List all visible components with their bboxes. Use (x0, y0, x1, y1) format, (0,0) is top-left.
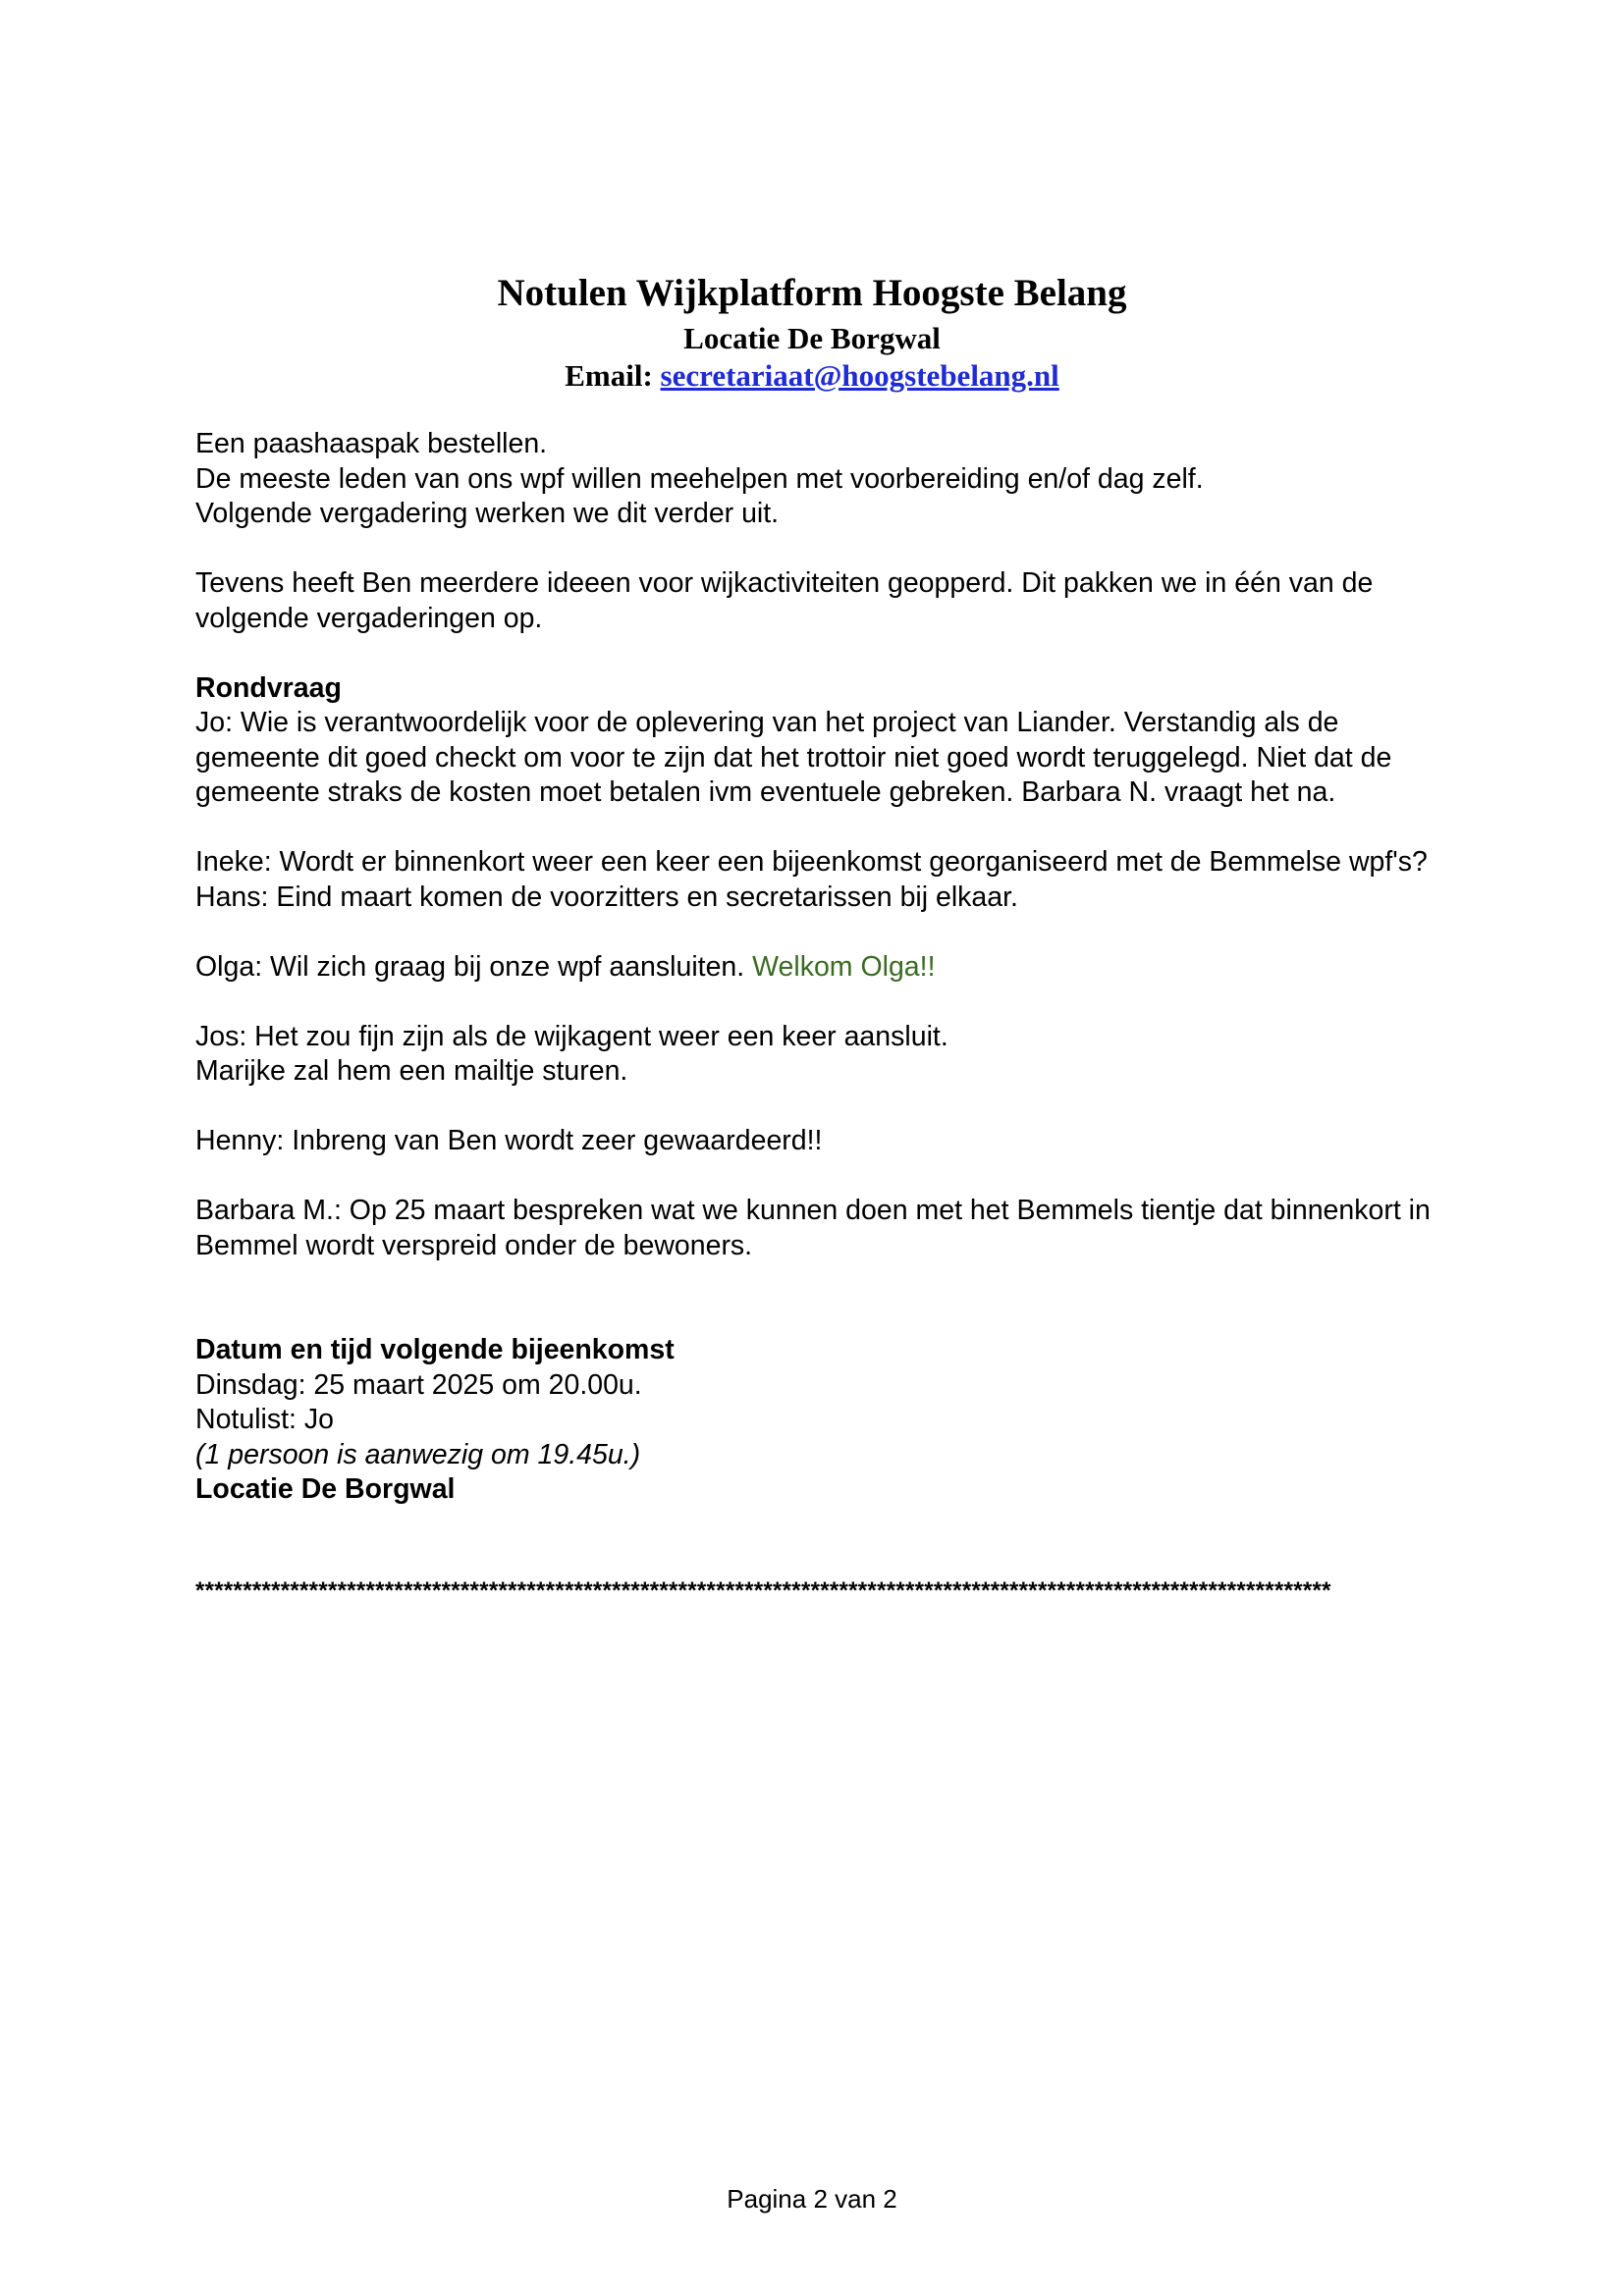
rondvraag-jos-line-2: Marijke zal hem een mailtje sturen. (195, 1055, 628, 1087)
rondvraag-jo: Jo: Wie is verantwoordelijk voor de oplevering van het project van Liander. Verstandig als de gemeente dit goed checkt om voor te zijn dat het trottoir niet goed wordt teruggelegd. Niet dat de gemeente straks de kosten moet betalen ivm eventuele gebreken. Barbara N. vraagt het na. (195, 707, 1392, 808)
rondvraag-jos-line-1: Jos: Het zou fijn zijn als de wijkagent weer een keer aansluit. (195, 1020, 948, 1052)
ben-ideas-paragraph: Tevens heeft Ben meerdere ideeen voor wijkactiviteiten geopperd. Dit pakken we in één van de volgende vergaderingen op. (195, 567, 1374, 634)
email-line (0, 357, 1624, 395)
rondvraag-ineke: Ineke: Wordt er binnenkort weer een keer een bijeenkomst georganiseerd met de Bemmelse wpf's? Hans: Eind maart komen de voorzitters en secretarissen bij elkaar. (195, 846, 1428, 913)
email-label: Email: (565, 358, 653, 393)
next-meeting-note: (1 persoon is aanwezig om 19.45u.) (195, 1438, 641, 1470)
document-title: Notulen Wijkplatform Hoogste Belang (497, 272, 1127, 314)
rondvraag-henny: Henny: Inbreng van Ben wordt zeer gewaardeerd!! (195, 1125, 823, 1156)
rondvraag-heading: Rondvraag (195, 671, 342, 704)
olga-welcome: Welkom Olga!! (752, 950, 936, 983)
document-body (195, 427, 1442, 1508)
intro-line-3: Volgende vergadering werken we dit verder uit. (195, 498, 780, 529)
separator-line: ************************************************************************************************************************ (195, 1577, 1331, 1604)
email-link[interactable]: secretariaat@hoogstebelang.nl (660, 358, 1059, 393)
next-meeting-heading: Datum en tijd volgende bijeenkomst (195, 1334, 675, 1365)
olga-text: Olga: Wil zich graag bij onze wpf aansluiten. (195, 950, 745, 983)
next-meeting-location: Locatie De Borgwal (195, 1473, 456, 1505)
intro-line-2: De meeste leden van ons wpf willen meehelpen met voorbereiding en/of dag zelf. (195, 462, 1204, 495)
intro-line-1: Een paashaaspak bestellen. (195, 428, 548, 459)
rondvraag-olga (195, 950, 1442, 986)
next-meeting-date: Dinsdag: 25 maart 2025 om 20.00u. (195, 1368, 642, 1401)
next-meeting-notulist: Notulist: Jo (195, 1404, 334, 1435)
rondvraag-barbara-m: Barbara M.: Op 25 maart bespreken wat we kunnen doen met het Bemmels tientje dat binnenkort in Bemmel wordt verspreid onder de bewoners. (195, 1195, 1431, 1261)
document-subtitle: Locatie De Borgwal (683, 321, 941, 355)
page-number: Pagina 2 van 2 (727, 2184, 897, 2214)
